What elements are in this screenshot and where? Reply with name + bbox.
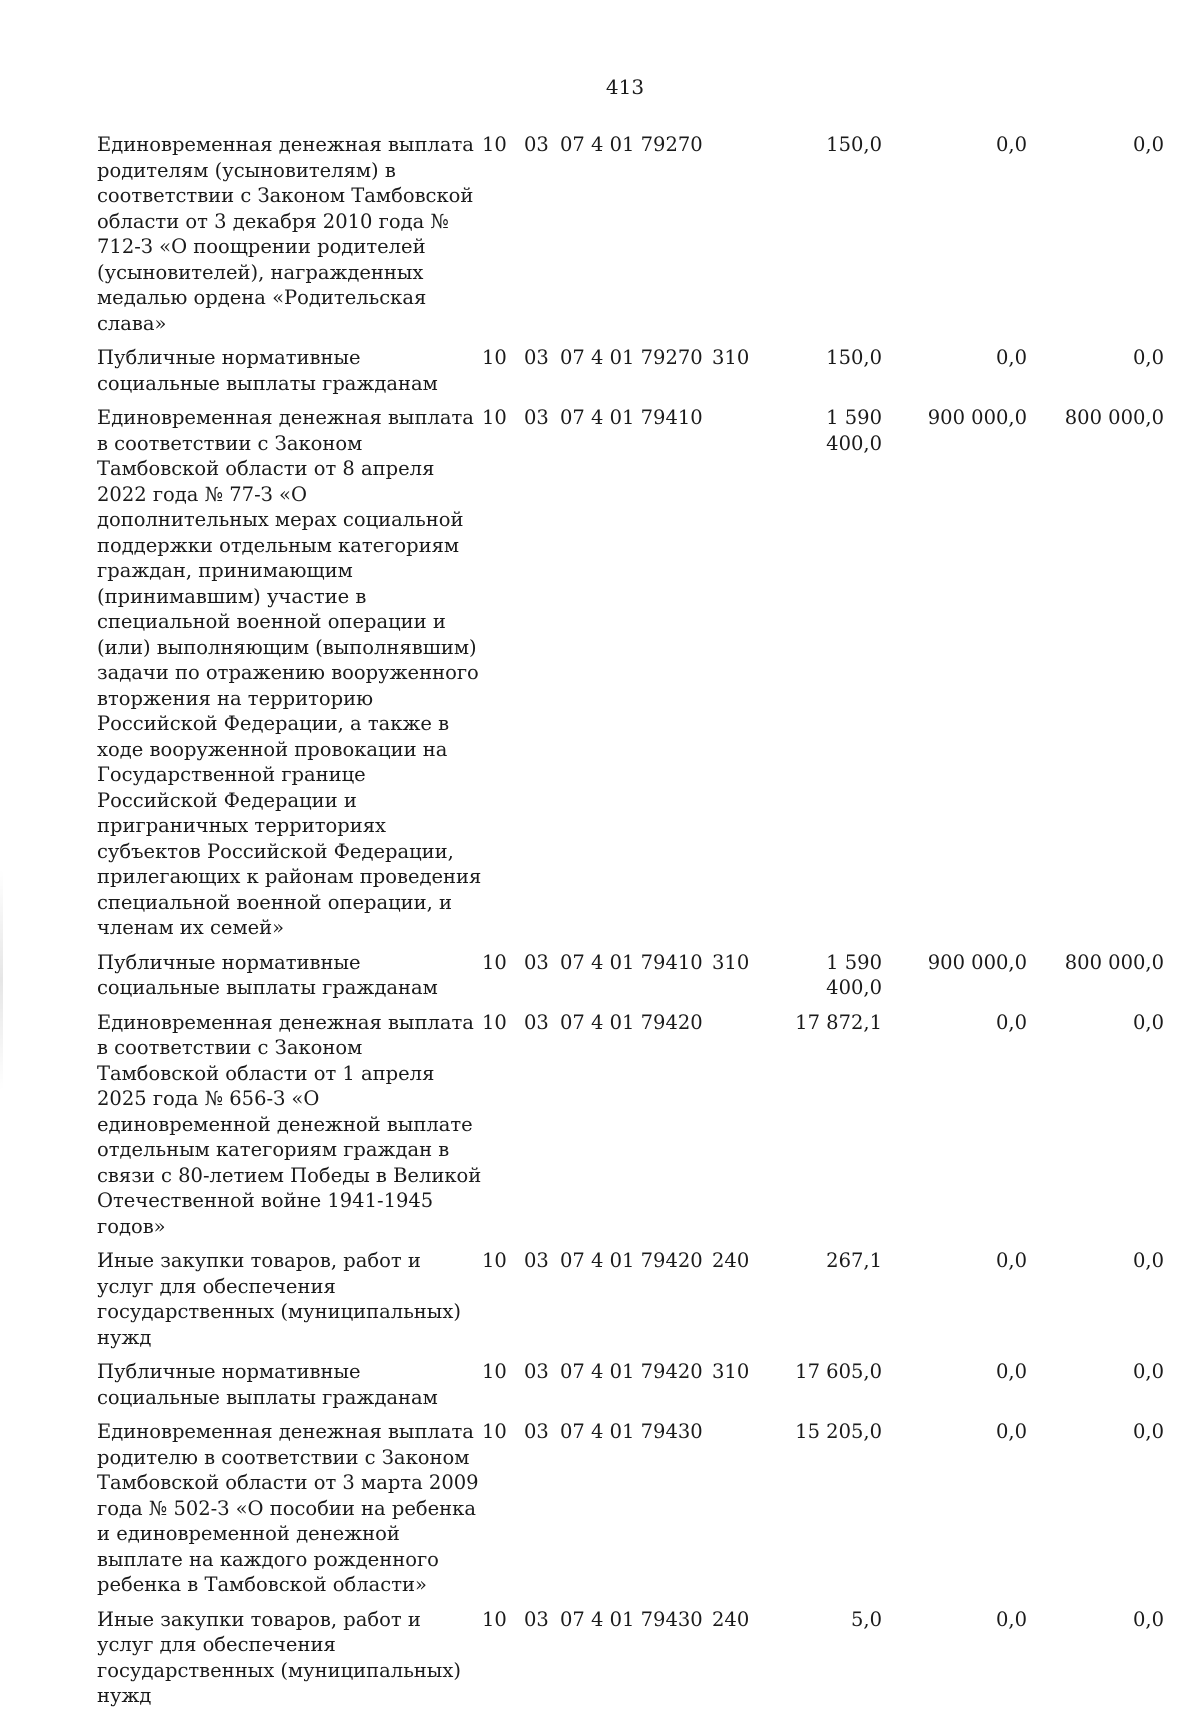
row-target-code: 07 4 01 79430 — [560, 1420, 703, 1443]
row-amount-year1: 1 590 400,0 — [826, 406, 882, 455]
row-target-code: 07 4 01 79420 — [560, 1360, 703, 1383]
row-section: 10 — [482, 346, 507, 369]
row-section: 10 — [482, 950, 507, 974]
row-amount-year1: 17 605,0 — [795, 1360, 882, 1383]
row-amount-year2: 0,0 — [995, 346, 1027, 369]
row-section: 10 — [482, 1607, 507, 1631]
row-amount-year1: 17 872,1 — [795, 1010, 882, 1034]
table-row — [97, 950, 1164, 1010]
row-amount-year3: 0,0 — [1132, 346, 1164, 369]
row-expense-code: 310 — [712, 950, 750, 974]
row-subsection: 03 — [524, 1010, 549, 1034]
row-amount-year2: 0,0 — [995, 1360, 1027, 1383]
page-number: 413 — [605, 75, 645, 99]
row-expense-code — [712, 405, 766, 950]
budget-table — [97, 132, 1164, 1718]
row-name: Публичные нормативные социальные выплаты гражданам — [97, 950, 438, 999]
row-subsection: 03 — [524, 346, 549, 369]
row-amount-year3: 0,0 — [1132, 1420, 1164, 1443]
row-subsection: 03 — [524, 133, 549, 156]
row-subsection: 03 — [524, 406, 549, 429]
row-name: Единовременная денежная выплата родителям (усыновителям) в соответствии с Законом Тамбовской области от 3 декабря 2010 года № 712-З «О поощрении родителей (усыновителей), награжденных медалью ордена «Родительская слава» — [97, 133, 474, 335]
row-section: 10 — [482, 1360, 507, 1383]
row-subsection: 03 — [524, 1607, 549, 1631]
row-section: 10 — [482, 1420, 507, 1443]
row-amount-year1: 1 590 400,0 — [826, 950, 882, 999]
table-row — [97, 1419, 1164, 1607]
row-expense-code — [712, 1419, 766, 1607]
table-row — [97, 405, 1164, 950]
row-amount-year2: 0,0 — [995, 133, 1027, 156]
row-expense-code — [712, 1010, 766, 1249]
row-amount-year1: 150,0 — [826, 346, 882, 369]
row-amount-year2: 900 000,0 — [927, 950, 1027, 974]
row-target-code: 07 4 01 79410 — [560, 406, 703, 429]
row-amount-year3: 0,0 — [1132, 1010, 1164, 1034]
row-name: Публичные нормативные социальные выплаты гражданам — [97, 346, 438, 395]
table-row — [97, 1359, 1164, 1419]
row-amount-year1: 267,1 — [826, 1249, 882, 1272]
row-amount-year2: 0,0 — [995, 1010, 1027, 1034]
row-target-code: 07 4 01 79430 — [560, 1607, 703, 1631]
row-name: Единовременная денежная выплата в соответствии с Законом Тамбовской области от 8 апреля 2022 года № 77-З «О дополнительных мерах социальной поддержки отдельным категориям граждан, принимающим (принимавшим) участие в специальной военной операции и (или) выполняющим (выполнявшим) задачи по отражению вооруженного вторжения на территорию Российской Федерации, а также в ходе вооруженной провокации на Государственной границе Российской Федерации и приграничных территориях субъектов Российской Федерации, прилегающих к районам проведения специальной военной операции, и членам их семей» — [97, 406, 482, 939]
row-target-code: 07 4 01 79270 — [560, 346, 703, 369]
row-target-code: 07 4 01 79420 — [560, 1010, 703, 1034]
row-target-code: 07 4 01 79270 — [560, 133, 703, 156]
row-name: Единовременная денежная выплата в соответствии с Законом Тамбовской области от 1 апреля 2025 года № 656-З «О единовременной денежной выплате отдельным категориям граждан в связи с 80-летием Победы в Великой Отечественной войне 1941-1945 годов» — [97, 1010, 482, 1238]
row-amount-year3: 800 000,0 — [1064, 950, 1164, 974]
row-amount-year3: 0,0 — [1132, 1249, 1164, 1272]
row-amount-year3: 0,0 — [1132, 133, 1164, 156]
row-amount-year2: 0,0 — [995, 1420, 1027, 1443]
row-name: Публичные нормативные социальные выплаты гражданам — [97, 1360, 438, 1409]
row-expense-code: 310 — [712, 346, 750, 369]
table-row — [97, 1248, 1164, 1359]
row-section: 10 — [482, 1010, 507, 1034]
row-amount-year1: 150,0 — [826, 133, 882, 156]
row-section: 10 — [482, 133, 507, 156]
row-subsection: 03 — [524, 1360, 549, 1383]
row-subsection: 03 — [524, 1249, 549, 1272]
row-expense-code: 310 — [712, 1360, 750, 1383]
scan-edge-shadow — [0, 870, 3, 1090]
row-target-code: 07 4 01 79410 — [560, 950, 703, 974]
row-subsection: 03 — [524, 1420, 549, 1443]
row-name: Единовременная денежная выплата родителю в соответствии с Законом Тамбовской области от 3 марта 2009 года № 502-З «О пособии на ребенка и единовременной денежной выплате на каждого рожденного ребенка в Тамбовской области» — [97, 1420, 479, 1596]
row-amount-year2: 900 000,0 — [927, 406, 1027, 429]
row-amount-year3: 0,0 — [1132, 1360, 1164, 1383]
row-amount-year3: 800 000,0 — [1064, 406, 1164, 429]
row-expense-code — [712, 132, 766, 345]
row-subsection: 03 — [524, 950, 549, 974]
row-amount-year2: 0,0 — [995, 1249, 1027, 1272]
table-row — [97, 132, 1164, 345]
row-name: Иные закупки товаров, работ и услуг для обеспечения государственных (муниципальных) нужд — [97, 1249, 461, 1349]
row-section: 10 — [482, 1249, 507, 1272]
row-section: 10 — [482, 406, 507, 429]
table-row — [97, 1607, 1164, 1718]
row-name: Иные закупки товаров, работ и услуг для обеспечения государственных (муниципальных) нужд — [97, 1607, 461, 1707]
table-row — [97, 1010, 1164, 1249]
row-amount-year3: 0,0 — [1132, 1607, 1164, 1631]
table-body — [97, 132, 1164, 1718]
row-amount-year1: 15 205,0 — [795, 1420, 882, 1443]
row-expense-code: 240 — [712, 1249, 750, 1272]
table-row — [97, 345, 1164, 405]
row-amount-year1: 5,0 — [850, 1607, 882, 1631]
row-expense-code: 240 — [712, 1607, 750, 1631]
row-amount-year2: 0,0 — [995, 1607, 1027, 1631]
row-target-code: 07 4 01 79420 — [560, 1249, 703, 1272]
